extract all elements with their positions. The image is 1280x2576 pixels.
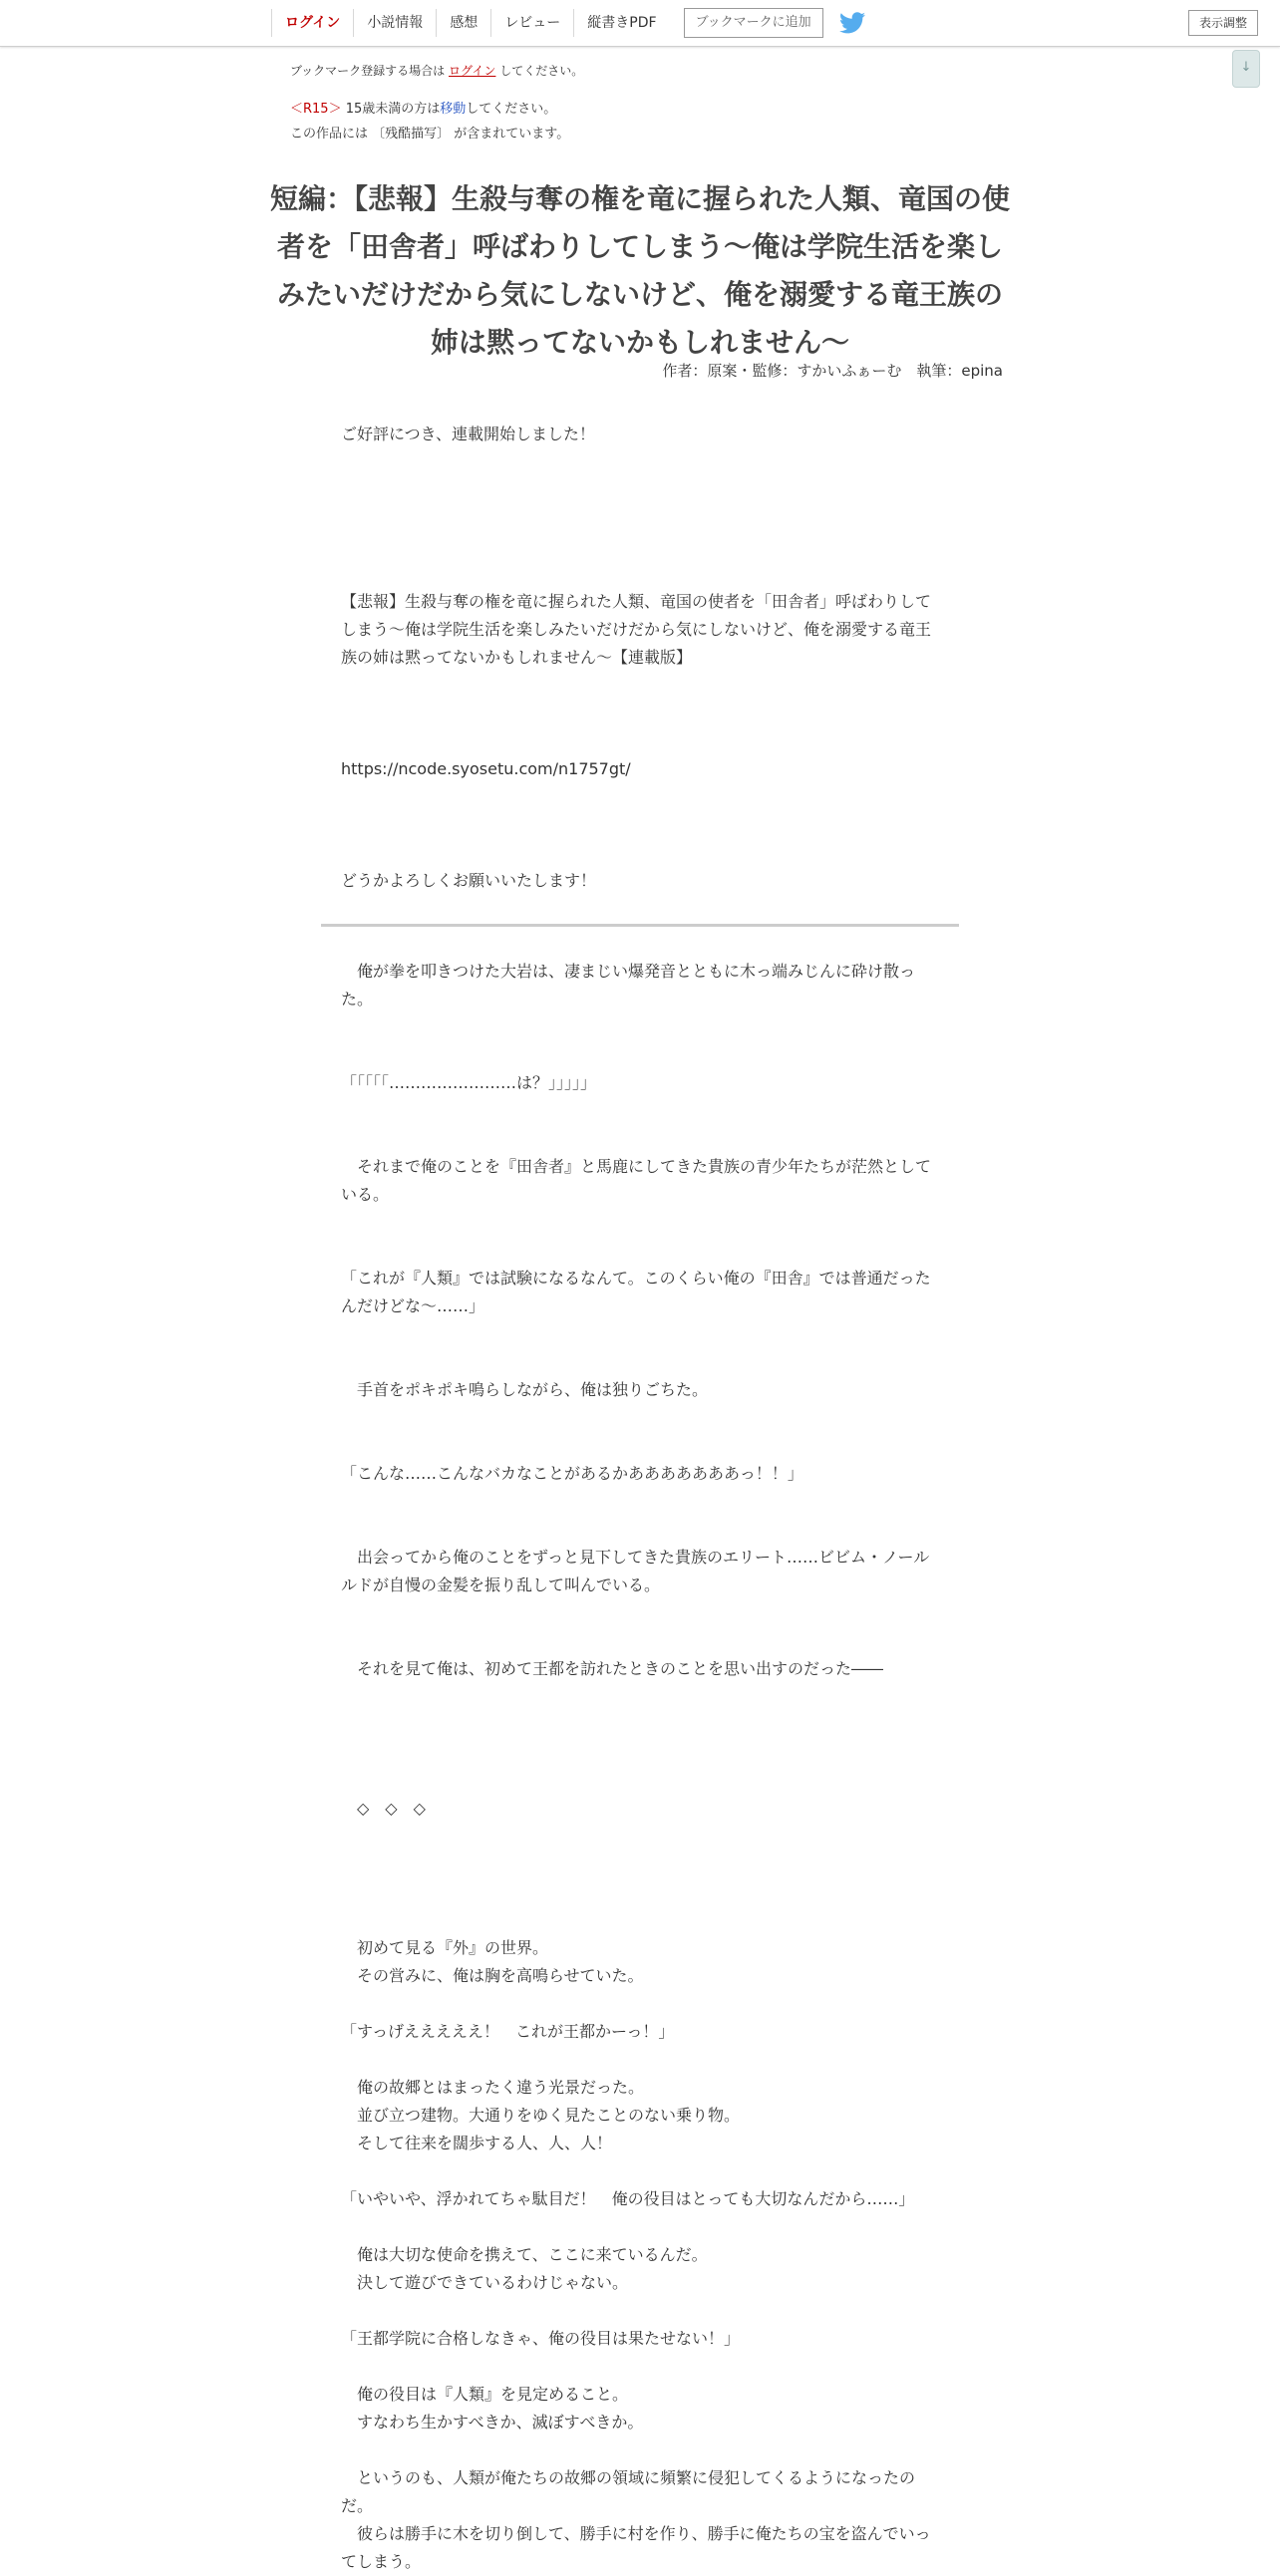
rating-text-after: してください。 [466,102,557,117]
body-paragraph: その営みに、俺は胸を高鳴らせていた。 [341,1966,644,1985]
login-link[interactable]: ログイン [271,9,353,37]
body-paragraph: 俺の故郷とはまったく違う光景だった。 [341,2078,645,2097]
preface-line: どうかよろしくお願いいたします！ [341,871,597,890]
novel-title: 短編：【悲報】生殺与奪の権を竜に握られた人類、竜国の使者を「田舎者」呼ばわりしてしまう～俺は学院生活を楽しみたいだけだから気にしないけど、俺を溺愛する竜王族の姉は黙ってないかもしれません〜 [269,182,1010,359]
preface-line: 【悲報】生殺与奪の権を竜に握られた人類、竜国の使者を「田舎者」呼ばわりしてしまう～俺は学院生活を楽しみたいだけだから気にしないけど、俺を溺愛する竜王族の姉は黙ってないかもしれません〜【連載版】 [341,592,932,667]
body-paragraph: 並び立つ建物。大通りをゆく見たことのない乗り物。 [341,2106,741,2125]
main-nav [271,0,865,46]
rating-text-before: 15歳未満の方は [345,102,441,117]
preface-divider [321,924,959,927]
body-paragraph: 手首をポキポキ鳴らしながら、俺は独りごちた。 [341,1380,709,1399]
body-paragraph: それまで俺のことを『田舎者』と馬鹿にしてきた貴族の青少年たちが茫然としている。 [341,1157,932,1204]
preface-url: https://ncode.syosetu.com/n1757gt/ [341,759,631,778]
body-paragraph: 出会ってから俺のことをずっと見下してきた貴族のエリート……ビビム・ノールルドが自慢の金髪を振り乱して叫んでいる。 [341,1548,930,1594]
body-paragraph: 俺が拳を叩きつけた大岩は、凄まじい爆発音とともに木っ端みじんに砕け散った。 [341,962,916,1008]
scroll-down-button[interactable]: ↓ [1232,50,1260,88]
body-paragraph: 「「「「「……………………は？」」」」」 [341,1073,597,1092]
body-paragraph: 俺は大切な使命を携えて、ここに来ているんだ。 [341,2245,708,2264]
novel-info-link[interactable]: 小説情報 [353,9,436,37]
twitter-icon[interactable] [839,12,865,34]
body-paragraph: 「これが『人類』では試験になるなんて。このくらい俺の『田舎』では普通だったんだけどな～……」 [341,1269,931,1315]
author-line: 作者：原案・監修：すかいふぁーむ 執筆：epina [662,362,1003,380]
content-warning: この作品には 〔残酷描写〕 が含まれています。 [290,127,570,142]
move-away-link[interactable]: 移動 [440,102,467,117]
body-paragraph: 俺の役目は『人類』を見定めること。 [341,2385,629,2404]
r15-badge: ＜R15＞ [290,102,342,117]
age-rating-notice [290,98,556,117]
vertical-pdf-link[interactable]: 縦書きPDF [573,9,669,37]
display-settings-button[interactable]: 表示調整 [1188,10,1258,36]
scene-break: ◇ ◇ ◇ [341,1799,426,1818]
impressions-link[interactable]: 感想 [436,9,490,37]
body-paragraph: というのも、人類が俺たちの故郷の領域に頻繁に侵犯してくるようになったのだ。 [341,2468,916,2515]
body-paragraph: すなわち生かすべきか、滅ぼすべきか。 [341,2413,644,2432]
body-paragraph: そして往来を闊歩する人、人、人！ [341,2134,613,2152]
body-paragraph: 「すっげえええええ！ これが王都かーっ！」 [341,2022,675,2041]
body-paragraph: 決して遊びできているわけじゃない。 [341,2273,629,2292]
notice-text-before: ブックマーク登録する場合は [290,64,446,78]
notice-login-link[interactable]: ログイン [449,64,496,78]
body-paragraph: 「いやいや、浮かれてちゃ駄目だ！ 俺の役目はとっても大切なんだから……」 [341,2189,915,2208]
preface-line: ご好評につき、連載開始しました！ [341,425,596,443]
bookmark-login-notice [290,62,583,79]
body-paragraph: 「こんな……こんなバカなことがあるかあああああああっ！！」 [341,1464,803,1483]
review-link[interactable]: レビュー [490,9,573,37]
body-paragraph: 彼らは勝手に木を切り倒して、勝手に村を作り、勝手に俺たちの宝を盗んでいってしまう。 [341,2524,931,2571]
body-paragraph: 「王都学院に合格しなきゃ、俺の役目は果たせない！」 [341,2329,741,2348]
body-paragraph: それを見て俺は、初めて王都を訪れたときのことを思い出すのだった―― [341,1659,884,1678]
notice-text-after: してください。 [499,64,584,78]
top-navigation-bar [0,0,1280,47]
body-paragraph: 初めて見る『外』の世界。 [341,1938,549,1957]
add-bookmark-button[interactable]: ブックマークに追加 [684,8,823,38]
